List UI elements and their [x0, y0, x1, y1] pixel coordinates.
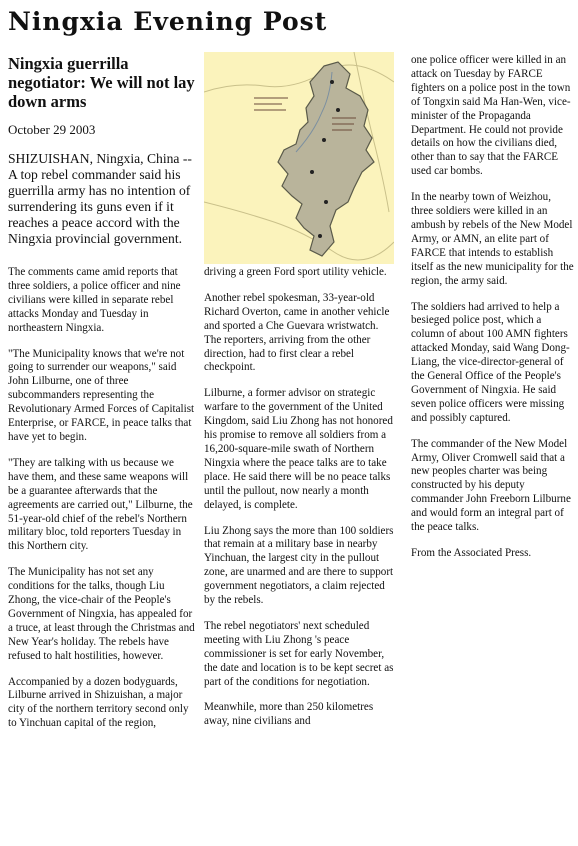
paragraph: Meanwhile, more than 250 kilometres away, nine civilians and: [204, 701, 374, 728]
paragraph: one police officer were killed in an attack on Tuesday by FARCE fighters on a police post in the town of Tongxin said Ma Han-Wen, vice-minister of the Propaganda Department. He could not provide details on how the civilians died, other than to say that the FARCE used car bombs.: [411, 54, 571, 178]
paragraph: The Municipality has not set any conditions for the talks, though Liu Zhong, the vice-chair of the People's Government of Ningxia, has appealed for a truce, at least through the Christmas and New Year's holiday. The rebels have refused to halt hostilities, however.: [8, 566, 195, 662]
paragraph: The soldiers had arrived to help a besieged police post, which a column of about 100 AMN fighters attacked Monday, said Wang Dong-Liang, the vice-director-general of the General Office of the People's Government of Ningxia. He said seven police officers were missing and possibly captured.: [411, 300, 570, 424]
dateline: October 29 2003: [8, 122, 96, 137]
paragraph: The commander of the New Model Army, Oliver Cromwell said that a new peoples charter was being constructed by his deputy commander John Freeborn Lilburne and would form an integral part of the peace talks.: [411, 437, 571, 534]
paragraph: The rebel negotiators' next scheduled meeting with Liu Zhong 's peace commissioner is set for early November, the date and location is to be kept secret as part of the conditions for negotiation.: [204, 619, 394, 688]
article-column-2: [204, 266, 394, 741]
region-map: [204, 52, 394, 264]
paragraph: Another rebel spokesman, 33-year-old Richard Overton, came in another vehicle and sported a Che Guevara wristwatch. The reporters, arriving from the other direction, had to first clear a rebel checkpoint.: [204, 291, 390, 374]
paragraph: The comments came amid reports that three soldiers, a police officer and nine civilians were killed in separate rebel attacks Monday and Tuesday in northeastern Ningxia.: [8, 266, 181, 334]
article-column-1: [8, 266, 196, 743]
paragraph: From the Associated Press.: [411, 547, 532, 559]
article-column-3: [411, 54, 575, 573]
paragraph: "The Municipality knows that we're not going to surrender our weapons," said John Lilburne, one of three subcommanders representing the Revolutionary Armed Forces of Capitalist Enterprise, or FARCE, in peace talks that have yet to begin.: [8, 347, 195, 443]
headline: Ningxia guerrilla negotiator: We will not lay down arms: [8, 54, 195, 111]
masthead: Ningxia Evening Post: [8, 7, 328, 36]
region-map-graphic: [204, 52, 394, 264]
paragraph: "They are talking with us because we have them, and these same weapons will be a guarantee afterwards that the agreements are carried out," Lilburne, the 51-year-old chief of the rebel's Northern military bloc, told reporters Tuesday in this Northern city.: [8, 456, 193, 553]
paragraph: Liu Zhong says the more than 100 soldiers that remain at a military base in nearby Yinchuan, the largest city in the pullout zone, are unarmed and are there to support government negotiators, a claim rejected by the rebels.: [204, 524, 394, 607]
paragraph: Accompanied by a dozen bodyguards, Lilburne arrived in Shizuishan, a major city of the northern territory second only to Yinchuan capital of the region,: [8, 675, 189, 730]
paragraph: Lilburne, a former advisor on strategic warfare to the government of the United Kingdom, said Liu Zhong has not honored his promise to remove all soldiers from a 16,200-square-mile swath of Northern Ningxia where the peace talks are to take place. He said there will be no peace talks until the pullout, now nearly a month delayed, is complete.: [204, 387, 393, 511]
lede-paragraph: SHIZUISHAN, Ningxia, China -- A top rebel commander said his guerrilla army has no intention of surrendering its guns even if it reaches a peace accord with the Ningxia provincial government.: [8, 151, 192, 247]
paragraph: In the nearby town of Weizhou, three soldiers were killed in an ambush by rebels of the New Model Army, or AMN, an elite part of FARCE that intends to establish itself as the new municipality for the region, the army said.: [411, 191, 574, 287]
paragraph: driving a green Ford sport utility vehicle.: [204, 266, 387, 278]
